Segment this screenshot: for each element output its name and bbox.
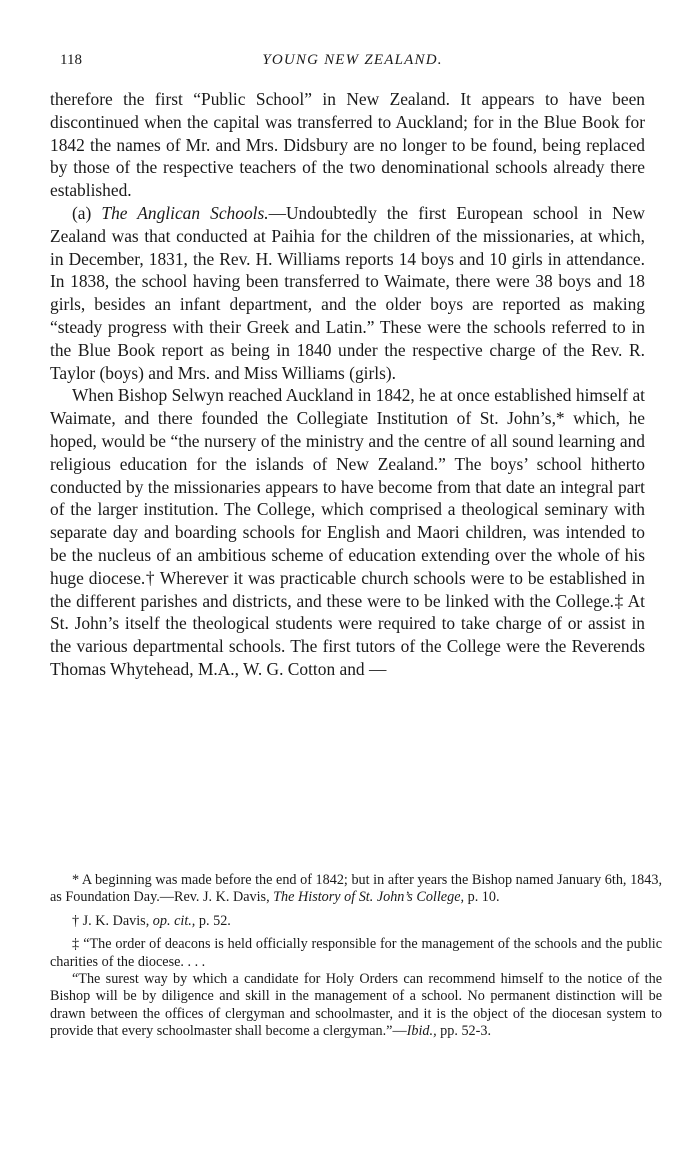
footnote-3-quote: “The surest way by which a candidate for Holy Orders can recommend himself to the notice of the Bishop will be by diligence and skill in the management of a school. No permanent distinction will be drawn between the offices of clergyman and schoolmaster, and it is the object of the diocesan system to provide that every schoolmaster shall become a clergyman.”—	[50, 971, 662, 1040]
paragraph-anglican-schools	[50, 202, 645, 384]
section-label: (a)	[72, 202, 92, 223]
running-title: YOUNG NEW ZEALAND.	[262, 52, 443, 68]
footnote-2	[50, 913, 662, 930]
footnote-1-text: * A beginning was made before the end of 1842; but in after years the Bishop named January 6th, 1843, as Foundation Day.—Rev. J. K. Davis,	[50, 872, 662, 906]
footnote-1-title: The History of St. John’s College,	[273, 889, 465, 906]
paragraph-bishop-selwyn: When Bishop Selwyn reached Auckland in 1842, he at once established himself at Waimate, and there founded the Collegiate Institution of St. John’s,* which, he hoped, would be “the nursery of the ministry and the centre of all sound learning and religious education for the islands of New Zealand.” The boys’ school hitherto conducted by the missionaries appears to have become from that date an integral part of the larger institution. The College, which comprised a theological seminary with separate day and boarding schools for English and Maori children, was intended to be the nucleus of an ambitious scheme of education extending over the whole of his huge diocese.† Wherever it was practicable church schools were to be established in the different parishes and districts, and these were to be linked with the College.‡ At St. John’s itself the theological students were required to take charge of or assist in the various departmental schools. The first tutors of the College were the Reverends Thomas Whytehead, M.A., W. G. Cotton and —	[50, 385, 645, 679]
footnotes	[50, 872, 662, 1047]
body-text	[50, 88, 645, 681]
footnote-3-ibid: Ibid.,	[406, 1023, 437, 1040]
paragraph-anglican-text: —Undoubtedly the first European school in New Zealand was that conducted at Paihia for the children of the missionaries, at which, in December, 1831, the Rev. H. Williams reports 14 boys and 10 girls in attendance. In 1838, the school having been transferred to Waimate, there were 38 boys and 18 girls, besides an infant department, and the older boys are reported as making “steady progress with their Greek and Latin.” These were the schools referred to in the Blue Book report as being in 1840 under the respective charge of the Rev. R. Taylor (boys) and Mrs. and Miss Williams (girls).	[50, 202, 645, 383]
footnote-3-pages: pp. 52-3.	[440, 1023, 492, 1040]
page-number: 118	[60, 52, 82, 68]
footnote-3: ‡ “The order of deacons is held officially responsible for the management of the schools and the public charities of the diocese. . . .	[50, 936, 662, 970]
footnote-1	[50, 872, 662, 907]
footnote-3-continued	[50, 971, 662, 1041]
footnote-2-citation: op. cit.,	[152, 912, 196, 929]
running-head	[60, 52, 645, 76]
paragraph-public-school: therefore the first “Public School” in New Zealand. It appears to have been discontinued when the capital was transferred to Auckland; for in the Blue Book for 1842 the names of Mr. and Mrs. Didsbury are no longer to be found, being replaced by those of the respective teachers of the two denominational schools already there established.	[50, 89, 645, 201]
footnote-2-text: † J. K. Davis,	[72, 912, 150, 929]
footnote-1-page: p. 10.	[467, 889, 500, 906]
footnote-2-page: p. 52.	[198, 912, 231, 929]
section-title: The Anglican Schools.	[101, 202, 269, 223]
